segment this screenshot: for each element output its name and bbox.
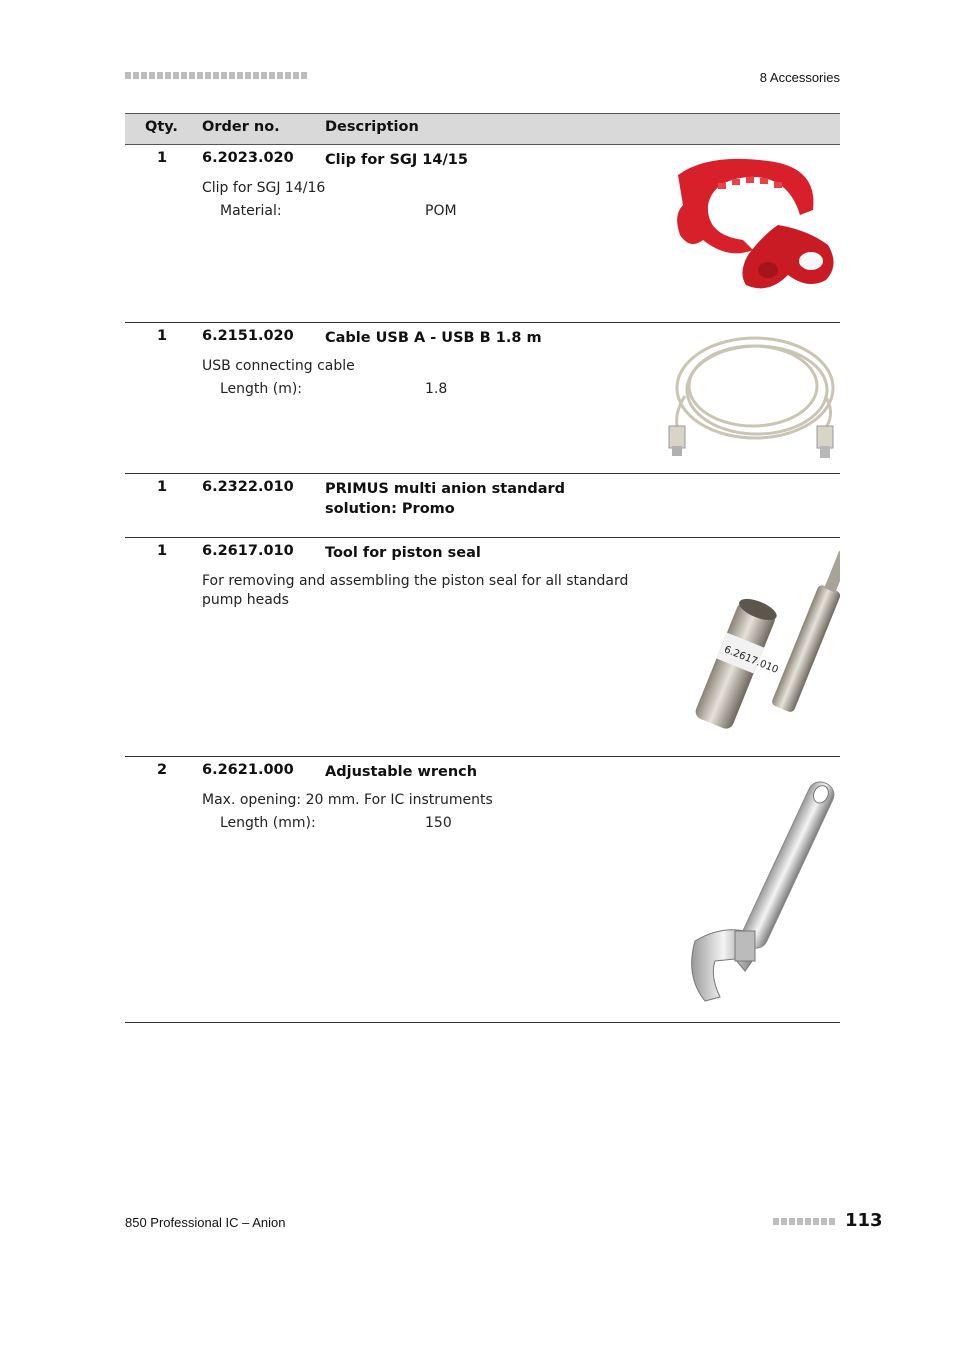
property-value: POM	[425, 203, 457, 219]
item-description: For removing and assembling the piston seal for all standard pump heads	[202, 573, 629, 608]
footer-dots	[773, 1218, 839, 1226]
item-title: Tool for piston seal	[325, 545, 481, 561]
section-header: 8 Accessories	[759, 70, 840, 85]
property-label: Length (m):	[220, 381, 303, 397]
usb-cable-image	[665, 326, 840, 460]
item-title: Clip for SGJ 14/15	[325, 152, 468, 168]
wrench-image	[675, 761, 840, 1007]
order-number: 6.2023.020	[202, 150, 294, 166]
footer-title: 850 Professional IC – Anion	[125, 1215, 286, 1230]
table-row	[125, 757, 840, 1023]
qty: 1	[157, 150, 168, 166]
col-order: Order no.	[202, 119, 280, 135]
col-description: Description	[325, 119, 419, 135]
table-row	[125, 474, 840, 538]
order-number: 6.2151.020	[202, 328, 294, 344]
table-header	[125, 113, 840, 145]
table-row	[125, 323, 840, 474]
property-value: 150	[425, 815, 452, 831]
item-title: Adjustable wrench	[325, 764, 478, 780]
qty: 1	[157, 543, 168, 559]
qty: 2	[157, 762, 168, 778]
page-number: 113	[845, 1210, 883, 1231]
property-label: Length (mm):	[220, 815, 316, 831]
red-clip-image	[668, 155, 840, 303]
order-number: 6.2322.010	[202, 479, 294, 495]
qty: 1	[157, 479, 168, 495]
tool-label-text: 6.2617.010	[722, 644, 780, 676]
order-number: 6.2621.000	[202, 762, 294, 778]
order-number: 6.2617.010	[202, 543, 294, 559]
item-description: Max. opening: 20 mm. For IC instruments	[202, 792, 493, 808]
table-row	[125, 145, 840, 323]
property-label: Material:	[220, 203, 282, 219]
piston-tool-image	[668, 544, 840, 736]
item-title: PRIMUS multi anion standard solution: Promo	[325, 481, 566, 517]
header-dots	[125, 72, 307, 80]
item-description: Clip for SGJ 14/16	[202, 180, 326, 196]
table-row	[125, 538, 840, 757]
qty: 1	[157, 328, 168, 344]
col-qty: Qty.	[145, 119, 178, 135]
item-title: Cable USB A - USB B 1.8 m	[325, 330, 542, 346]
property-value: 1.8	[425, 381, 448, 397]
item-description: USB connecting cable	[202, 358, 355, 374]
accessories-table	[125, 113, 840, 1023]
